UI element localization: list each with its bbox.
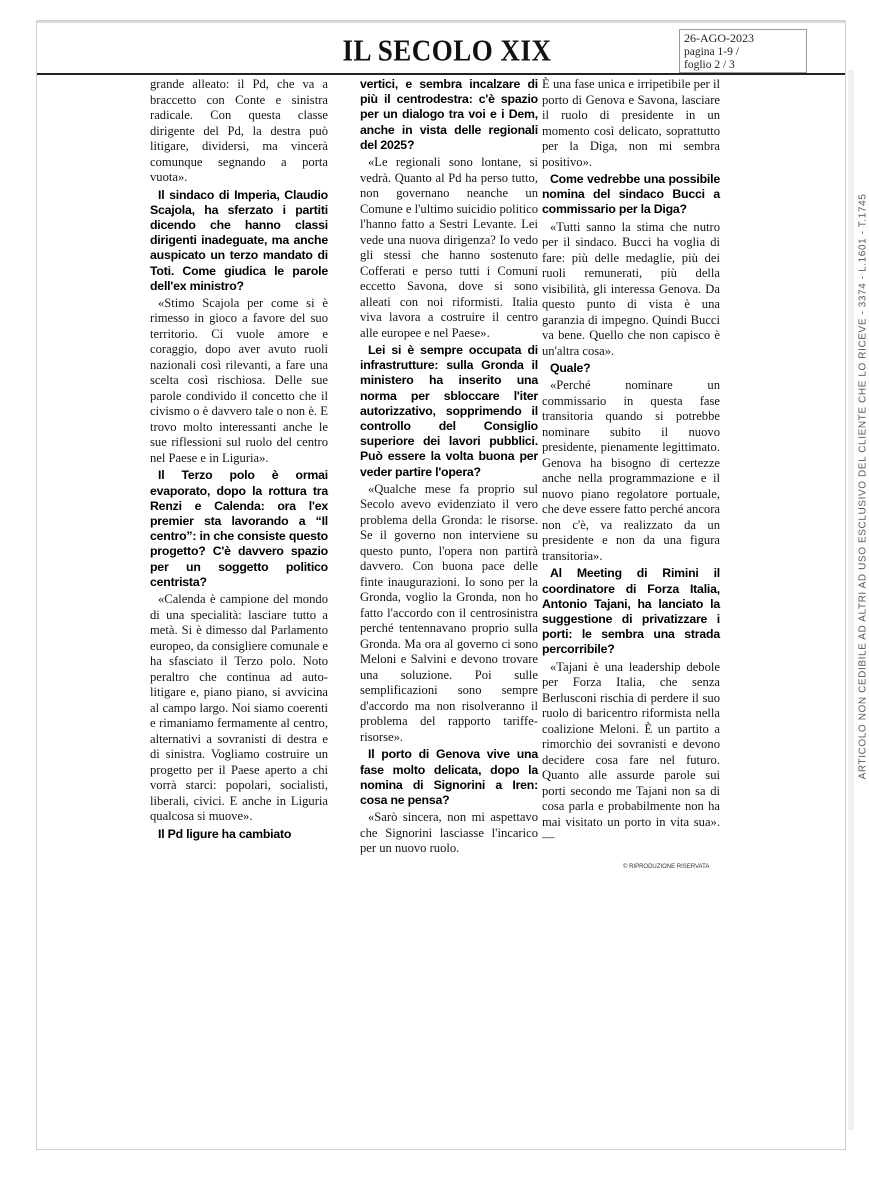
- interview-question: Come vedrebbe una possibile nomina del sindaco Bucci a commissario per la Diga?: [542, 172, 720, 217]
- clipping-pages: pagina 1-9 /: [684, 45, 739, 58]
- interview-question: Quale?: [550, 361, 591, 376]
- article-column-3: [542, 77, 720, 848]
- interview-answer: grande alleato: il Pd, che va a braccetto con Conte e sinistra radicale. Con questa classe dirigente del Pd, la destra può litigare, dividersi, ma vincerà comunque segnando a porta vuota».: [150, 77, 328, 184]
- interview-answer: «Perché nominare un commissario in questa fase transitoria quando si potrebbe nominare subito il nuovo presidente, pienamente legittimato. Genova ha bisogno di certezze anche nella programmazione e il nuovo piano regolatore portuale, che deve essere fatto perché ancora non c'è, va realizzato da un presidente e non da una figura transitoria».: [542, 378, 720, 563]
- interview-question: Il porto di Genova vive una fase molto delicata, dopo la nomina di Signorini a Iren: cosa ne pensa?: [360, 747, 538, 807]
- interview-answer: «Sarò sincera, non mi aspettavo che Signorini lasciasse l'incarico per un nuovo ruolo.: [360, 810, 538, 856]
- interview-question: Lei si è sempre occupata di infrastrutture: sulla Gronda il ministero ha inserito una norma per sbloccare l'iter autorizzativo, sopprimendo il controllo del Consiglio superiore dei lavori pubblici. Può essere la volta buona per veder partire l'opera?: [360, 343, 538, 479]
- top-border: [37, 21, 845, 23]
- side-notice: [843, 111, 869, 871]
- interview-answer: «Tajani è una leadership debole per Forza Italia, che senza Berlusconi rischia di perdere il suo ruolo di baricentro riformista nella coalizione Meloni. È un partito a rimorchio dei sovranisti e devono decidere cosa fare nel futuro. Quanto alle assurde parole sui porti secondo me Tajani non sa di cosa parla e probabilmente non ha mai visitato un porto in vita sua». —: [542, 659, 720, 845]
- masthead-rule: [37, 73, 845, 75]
- interview-answer: «Calenda è campione del mondo di una specialità: lasciare tutto a metà. Si è dimesso dal Parlamento europeo, da consigliere comunale e ha sfasciato il Terzo polo. Noto peraltro che continua ad auto-litigare e, piano piano, si avvicina al campo largo. Noi siamo coerenti e rimaniamo fermamente al centro, alternativi a sovranisti di destra e di sinistra. Vogliamo costruire un progetto per il Paese aperto a chi vorrà starci: popolari, socialisti, liberali, civici. E anche in Liguria qualcosa si muove».: [150, 592, 328, 824]
- interview-answer: È una fase unica e irripetibile per il porto di Genova e Savona, lasciare il ruolo di presidente in un momento così delicato, soprattutto per la Diga, non mi sembra positivo».: [542, 77, 720, 169]
- interview-question: Il sindaco di Imperia, Claudio Scajola, ha sferzato i partiti dicendo che hanno classi dirigenti inadeguate, ma anche auspicato un terzo mandato di Toti. Come giudica le parole dell'ex ministro?: [150, 187, 328, 293]
- newspaper-clipping: [36, 20, 869, 1150]
- interview-question: Il Terzo polo è ormai evaporato, dopo la rottura tra Renzi e Calenda: ora l'ex premier sta lavorando a “Il centro”: in che consiste questo progetto? C'è davvero spazio per un soggetto politico centrista?: [150, 468, 328, 589]
- clipping-info-box: [679, 29, 807, 73]
- interview-question: vertici, e sembra incalzare di più il centrodestra: c'è spazio per un dialogo tra voi e i Dem, anche in vista delle regionali del 2025?: [360, 77, 538, 152]
- clipping-sheet: foglio 2 / 3: [684, 59, 735, 71]
- article-column-2: [360, 77, 538, 859]
- interview-answer: «Stimo Scajola per come si è rimesso in gioco a favore del suo territorio. Ci vuole amore e coraggio, dopo aver avuto ruoli nazionali così rilevanti, a fare una scelta così rischiosa. Delle sue parole condivido il concetto che il civismo o è davvero tale o non è. E trovo molto interessanti anche le sue riflessioni sul ruolo del centro nel Paese e in Liguria».: [150, 295, 328, 465]
- interview-answer: «Le regionali sono lontane, si vedrà. Quanto al Pd ha perso tutto, non governano neanche un Comune e l'ultimo suicidio politico l'hanno fatto a Sestri Levante. Lei vede una nuova dirigenza? Io vedo gli stessi che hanno sostenuto Cofferati e perso tutti i Comuni eccetto Savona, dove si sono alleati con noi riformisti. Italia viva lavora a costruire il centro alle europee e nel Paese».: [360, 155, 538, 340]
- interview-answer: «Tutti sanno la stima che nutro per il sindaco. Bucci ha voglia di fare: più delle medaglie, più dei ruoli remunerati, più della visibilità, gli interessa Genova. Da questo punto di vista è una garanzia di impegno. Quindi Bucci va bene. Quello che non capisco è un'altra cosa».: [542, 219, 720, 358]
- interview-question: Il Pd ligure ha cambiato: [158, 826, 292, 841]
- article-column-1: [150, 77, 328, 844]
- copyright-notice: © RIPRODUZIONE RISERVATA: [623, 864, 710, 870]
- clipping-date: 26-AGO-2023: [684, 31, 754, 45]
- masthead: [37, 27, 845, 73]
- masthead-title: IL SECOLO XIX: [342, 32, 552, 68]
- interview-answer: «Qualche mese fa proprio sul Secolo avevo evidenziato il vero problema della Gronda: le risorse. Se il governo non interviene su questo punto, l'opera non partirà davvero. Con buona pace delle finte inaugurazioni. Io sono per la Gronda, voglio la Gronda, non ho fatto l'accordo con il centrosinistra perché tentennavano proprio sulla Gronda. Ma ora al governo ci sono Meloni e Salvini e devono trovare una soluzione. Poi sulle semplificazioni sono sempre d'accordo ma non risolveranno il problema del rapporto tariffe-risorse».: [360, 481, 538, 744]
- interview-question: Al Meeting di Rimini il coordinatore di Forza Italia, Antonio Tajani, ha lanciato la suggestione di privatizzare i porti: le sembra una strada percorribile?: [542, 566, 720, 657]
- side-notice-text: ARTICOLO NON CEDIBILE AD ALTRI AD USO ESCLUSIVO DEL CLIENTE CHE LO RICEVE - 3374 - L.1601 - T.1745: [857, 193, 869, 780]
